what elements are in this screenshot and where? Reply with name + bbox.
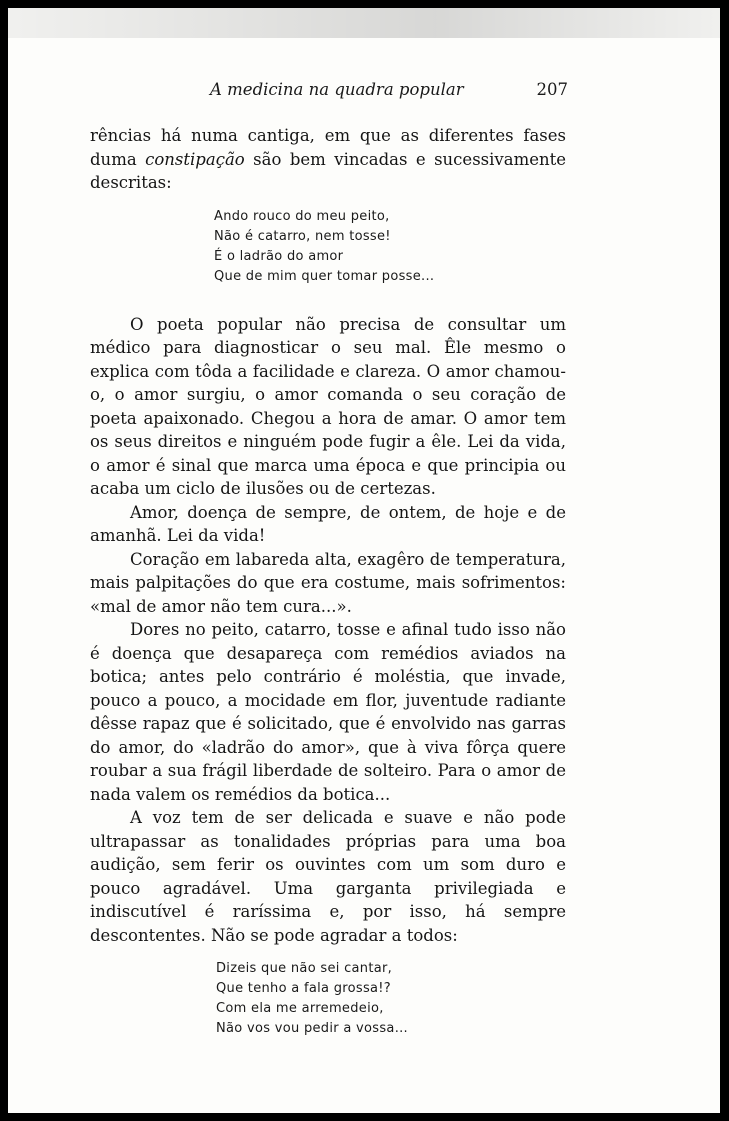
page-header [88, 80, 568, 108]
verse-line: Não vos vou pedir a vossa... [216, 1021, 408, 1036]
verse-quatrain-1 [90, 207, 566, 287]
verse-line: É o ladrão do amor [214, 248, 344, 264]
intro-start: rências há numa cantiga, em que as diferentes fases duma [90, 126, 566, 169]
page-number: 207 [536, 80, 568, 99]
verse-line: Não é catarro, nem tosse! [214, 228, 391, 244]
verse-line: Dizeis que não sei cantar, [216, 961, 393, 976]
book-page [8, 8, 720, 1113]
paragraph: Coração em labareda alta, exagêro de temperatura, mais palpitações do que era costume, mais sofrimentos: «mal de amor não tem cura...». [90, 549, 566, 616]
verse-line: Que de mim quer tomar posse... [214, 268, 435, 284]
scan-shadow [8, 8, 720, 38]
verse-quatrain-2 [90, 959, 566, 1039]
body-text [90, 124, 566, 1039]
intro-end: são bem vincadas e sucessivamente descritas: [90, 149, 566, 192]
running-title: A medicina na quadra popular [210, 80, 464, 99]
intro-paragraph [90, 124, 566, 195]
verse-line: Que tenho a fala grossa!? [216, 981, 392, 996]
intro-italic-word: constipação [145, 149, 245, 169]
paragraph: Amor, doença de sempre, de ontem, de hoje e de amanhã. Lei da vida! [90, 502, 566, 545]
paragraph: O poeta popular não precisa de consultar um médico para diagnosticar o seu mal. Êle mesmo o explica com tôda a facilidade e clareza. O amor chamou-o, o amor surgiu, o amor comanda o seu coração de poeta apaixonado. Chegou a hora de amar. O amor tem os seus direitos e ninguém pode fugir a êle. Lei da vida, o amor é sinal que marca uma época e que principia ou acaba um ciclo de ilusões ou de certezas. [90, 314, 566, 498]
verse-line: Ando rouco do meu peito, [214, 208, 390, 224]
verse-line: Com ela me arremedeio, [216, 1001, 384, 1016]
paragraph: A voz tem de ser delicada e suave e não pode ultrapassar as tonalidades próprias para uma boa audição, sem ferir os ouvintes com um som duro e pouco agradável. Uma garganta privilegiada e indiscutível é raríssima e, por isso, há sempre descontentes. Não se pode agradar a todos: [90, 808, 566, 945]
paragraph: Dores no peito, catarro, tosse e afinal tudo isso não é doença que desapareça com remédios aviados na botica; antes pelo contrário é moléstia, que invade, pouco a pouco, a mocidade em flor, juventude radiante dêsse rapaz que é solicitado, que é envolvido nas garras do amor, do «ladrão do amor», que à viva fôrça quere roubar a sua frágil liberdade de solteiro. Para o amor de nada valem os remédios da botica... [90, 620, 566, 804]
